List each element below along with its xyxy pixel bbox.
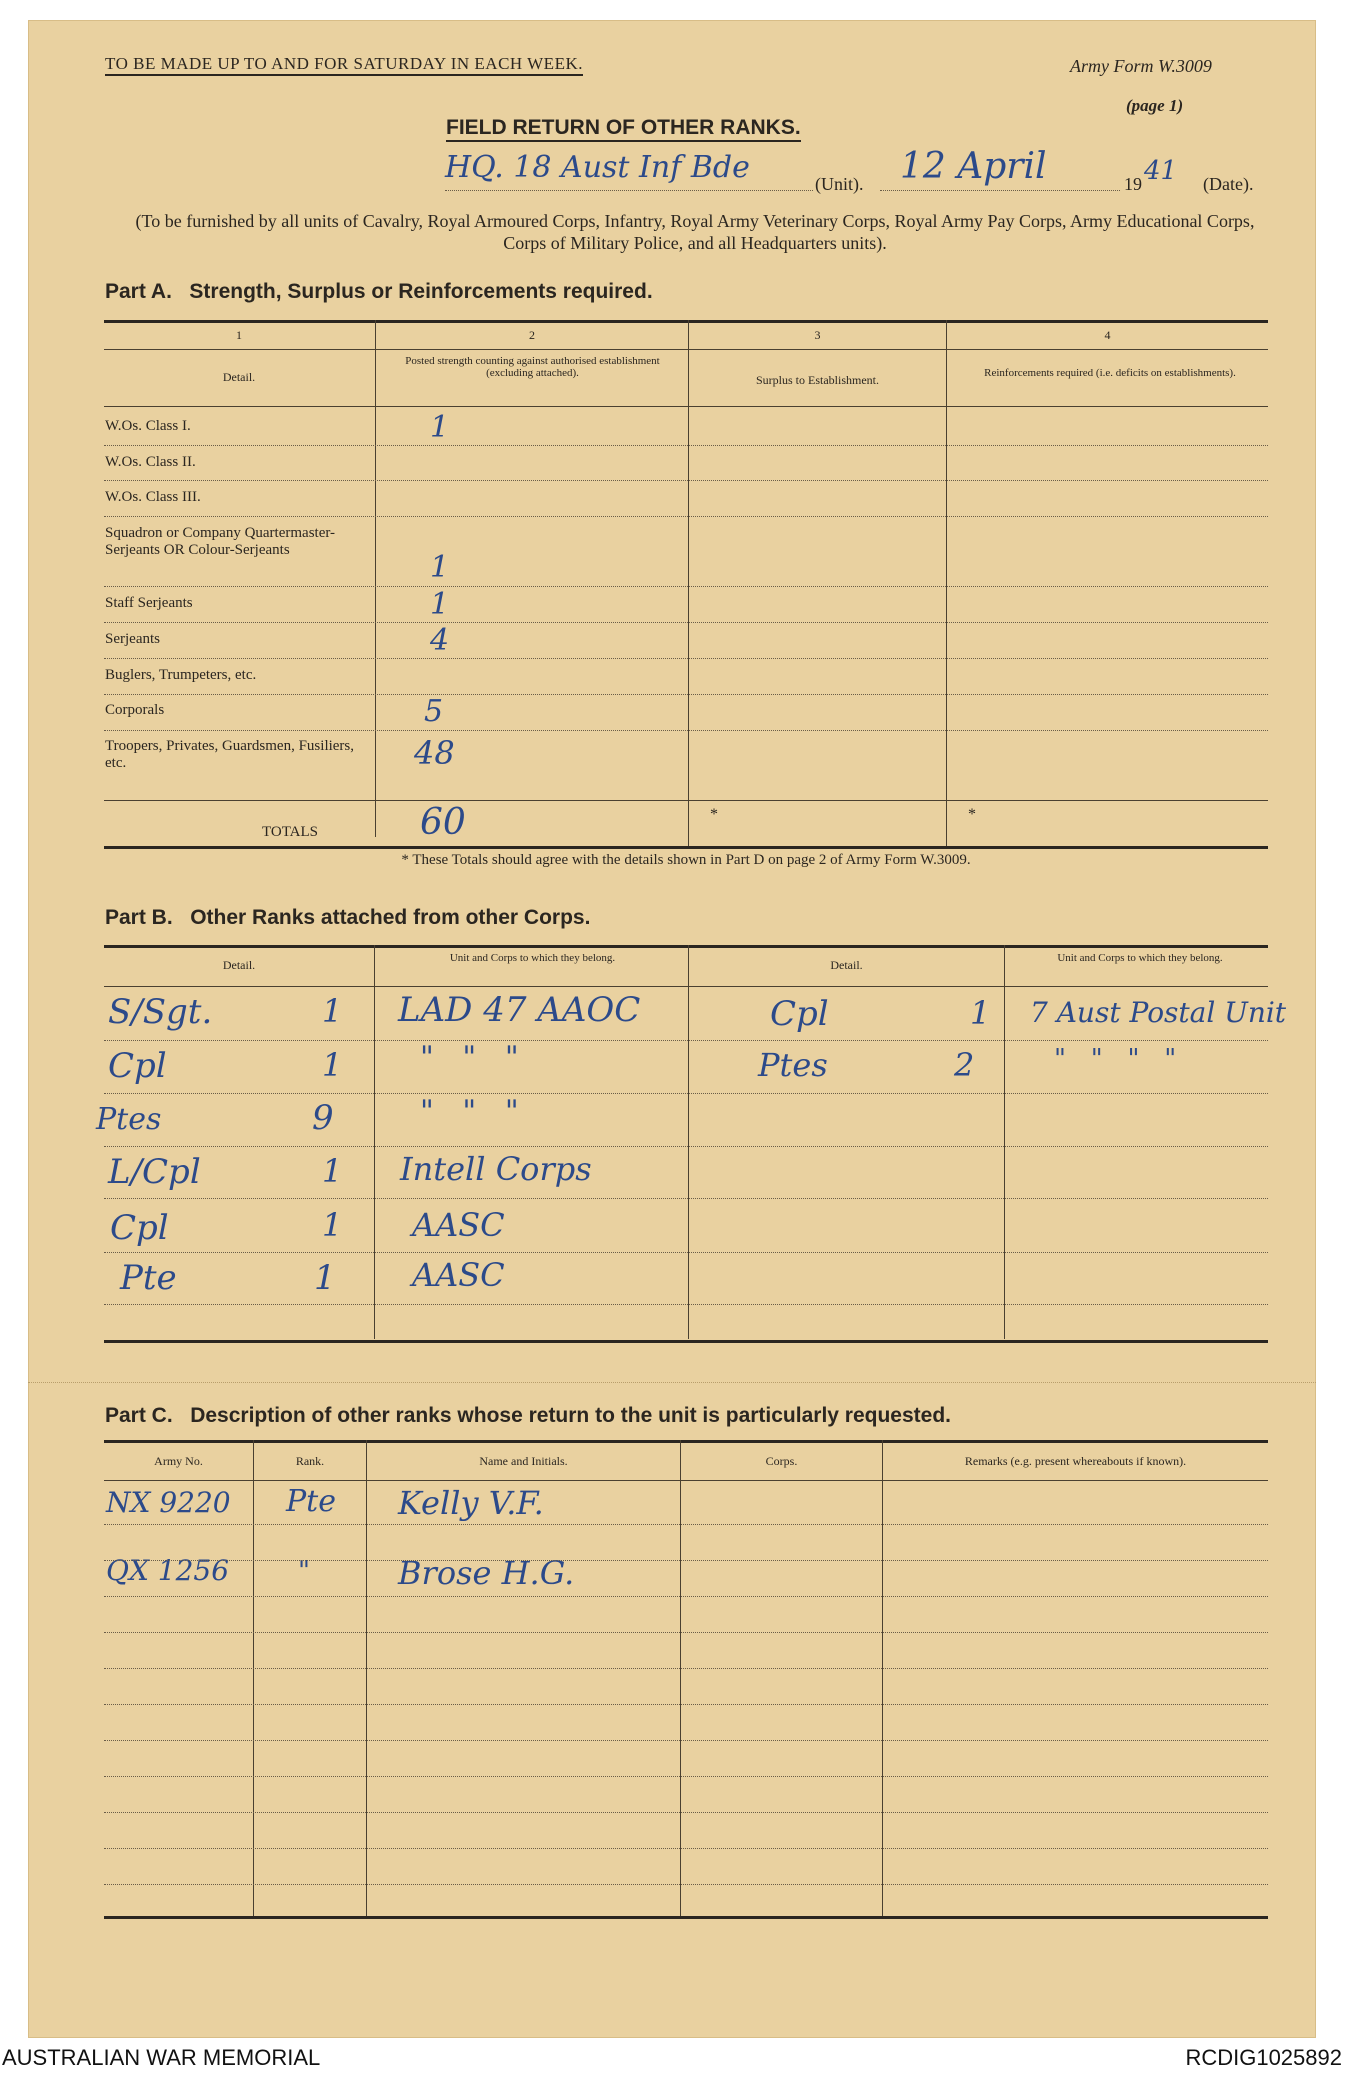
strength-value: 48 — [414, 734, 455, 772]
header-posted-strength: Posted strength counting against authorised establishment (excluding attached). — [405, 355, 660, 379]
row-rule — [104, 1740, 1268, 1741]
header-detail: Detail. — [222, 370, 256, 384]
totals-top-rule — [104, 800, 1268, 801]
archive-credit: AUSTRALIAN WAR MEMORIAL — [2, 2045, 321, 2070]
header-name-initials: Name and Initials. — [479, 1454, 568, 1468]
form-title: FIELD RETURN OF OTHER RANKS. — [446, 116, 801, 142]
part-a-col-divider — [946, 320, 947, 847]
totals-label: TOTALS — [262, 824, 319, 840]
part-a-title: Part A. Strength, Surplus or Reinforcements required. — [105, 280, 653, 303]
row-rule — [104, 1560, 1268, 1561]
row-rule — [104, 1304, 1268, 1305]
part-b-col-divider — [374, 945, 375, 1339]
part-c-header-rule — [104, 1480, 1268, 1481]
row-rule — [104, 1252, 1268, 1253]
attached-unit: Intell Corps — [400, 1150, 592, 1188]
unit-label: (Unit). — [815, 174, 864, 194]
surplus-asterisk: * — [710, 806, 718, 823]
attached-count: 1 — [322, 1152, 343, 1190]
attached-count: 1 — [314, 1258, 336, 1298]
row-rule — [104, 1848, 1268, 1849]
attached-count: 1 — [322, 992, 343, 1030]
part-a-colnum-rule — [104, 349, 1268, 350]
part-a-top-rule — [104, 320, 1268, 323]
part-c-col-divider — [680, 1440, 681, 1916]
attached-rank: Ptes — [758, 1046, 828, 1084]
row-rule — [104, 586, 1268, 587]
row-rule — [104, 480, 1268, 481]
part-b-bottom-rule — [104, 1340, 1268, 1343]
attached-rank: Pte — [120, 1258, 177, 1298]
part-b-top-rule — [104, 945, 1268, 948]
part-a-col-divider — [688, 320, 689, 847]
header-detail: Detail. — [222, 958, 256, 972]
row-label: W.Os. Class II. — [105, 454, 196, 470]
year-value: 41 — [1144, 156, 1178, 186]
attached-unit: " " " — [420, 1094, 519, 1129]
row-rule — [104, 658, 1268, 659]
header-reinforcements: Reinforcements required (i.e. deficits on establishments). — [984, 367, 1236, 379]
part-a-col-divider — [375, 320, 376, 837]
fold-line — [28, 1382, 1316, 1383]
name-initials: Brose H.G. — [398, 1554, 575, 1592]
row-rule — [104, 694, 1268, 695]
col-number: 3 — [814, 328, 821, 342]
attached-unit: AASC — [412, 1256, 505, 1294]
date-value: 12 April — [900, 146, 1047, 187]
row-rule — [104, 1040, 1268, 1041]
strength-value: 5 — [424, 694, 444, 729]
strength-value: 4 — [430, 623, 450, 658]
row-label: W.Os. Class III. — [105, 489, 201, 505]
part-c-top-rule — [104, 1440, 1268, 1443]
attached-count: 2 — [954, 1046, 975, 1084]
row-rule — [104, 730, 1268, 731]
row-label: Serjeants — [105, 631, 160, 647]
part-a-bottom-rule — [104, 846, 1268, 849]
attached-unit: 7 Aust Postal Unit — [1030, 996, 1287, 1029]
row-label: Squadron or Company Quartermaster-Serjeants OR Colour-Serjeants — [105, 525, 336, 558]
row-rule — [104, 1198, 1268, 1199]
header-unit-corps: Unit and Corps to which they belong. — [1057, 952, 1223, 964]
part-c-col-divider — [366, 1440, 367, 1916]
part-b-header-rule — [104, 986, 1268, 987]
part-b-col-divider — [1004, 945, 1005, 1339]
part-c-title: Part C. Description of other ranks whose return to the unit is particularly requested. — [105, 1404, 951, 1427]
row-rule — [104, 445, 1268, 446]
row-rule — [104, 1146, 1268, 1147]
row-rule — [104, 1812, 1268, 1813]
part-c-col-divider — [882, 1440, 883, 1916]
row-label: Staff Serjeants — [105, 595, 193, 611]
attached-rank: Cpl — [110, 1208, 169, 1248]
attached-rank: Cpl — [108, 1046, 167, 1086]
row-rule — [104, 1776, 1268, 1777]
attached-rank: L/Cpl — [108, 1152, 201, 1192]
attached-unit: AASC — [412, 1206, 505, 1244]
header-remarks: Remarks (e.g. present whereabouts if known). — [964, 1454, 1187, 1468]
name-initials: Kelly V.F. — [398, 1484, 544, 1522]
part-b-col-divider — [688, 945, 689, 1339]
row-rule — [104, 1093, 1268, 1094]
part-c-bottom-rule — [104, 1916, 1268, 1919]
row-label: Buglers, Trumpeters, etc. — [105, 667, 257, 683]
header-rank: Rank. — [295, 1454, 325, 1468]
row-rule — [104, 1596, 1268, 1597]
instruction-text: TO BE MADE UP TO AND FOR SATURDAY IN EACH WEEK. — [105, 54, 583, 76]
attached-unit: LAD 47 AAOC — [398, 990, 641, 1030]
row-label: Corporals — [105, 702, 165, 718]
strength-value: 1 — [430, 587, 450, 622]
strength-value: 1 — [430, 410, 450, 445]
rank: Pte — [286, 1484, 336, 1519]
row-rule — [104, 1632, 1268, 1633]
header-corps: Corps. — [765, 1454, 798, 1468]
page-number: (page 1) — [1126, 96, 1184, 115]
attached-count: 1 — [970, 994, 991, 1032]
rank: " — [298, 1556, 310, 1586]
attached-count: 1 — [322, 1046, 343, 1084]
attached-rank: Ptes — [96, 1102, 162, 1137]
date-line — [880, 190, 1120, 191]
row-rule — [104, 622, 1268, 623]
furnish-note: (To be furnished by all units of Cavalry, Royal Armoured Corps, Infantry, Royal Army Veterinary Corps, Royal Army Pay Corps, Army Educational Corps, Corps of Military Police, and all Headquarters units). — [135, 211, 1255, 253]
row-label: Troopers, Privates, Guardsmen, Fusiliers, etc. — [105, 738, 355, 771]
attached-unit: " " " " — [1054, 1044, 1177, 1074]
attached-count: 9 — [312, 1098, 334, 1138]
attached-count: 1 — [322, 1206, 343, 1244]
year-prefix: 19 — [1124, 174, 1142, 194]
header-unit-corps: Unit and Corps to which they belong. — [449, 952, 616, 964]
row-rule — [104, 1524, 1268, 1525]
part-a-header-rule — [104, 406, 1268, 407]
col-number: 4 — [1104, 328, 1111, 342]
strength-value: 1 — [430, 550, 450, 585]
part-b-title: Part B. Other Ranks attached from other Corps. — [105, 906, 591, 929]
header-detail: Detail. — [830, 958, 863, 972]
header-surplus: Surplus to Establishment. — [756, 373, 879, 387]
army-number: NX 9220 — [106, 1486, 231, 1519]
army-number: QX 1256 — [106, 1554, 230, 1587]
attached-rank: S/Sgt. — [108, 992, 213, 1032]
row-rule — [104, 1884, 1268, 1885]
row-rule — [104, 516, 1268, 517]
date-label: (Date). — [1203, 174, 1254, 194]
header-army-no: Army No. — [154, 1454, 203, 1468]
row-rule — [104, 1668, 1268, 1669]
col-number: 2 — [529, 328, 535, 342]
totals-value: 60 — [420, 802, 466, 843]
unit-line — [445, 190, 813, 191]
attached-unit: " " " — [420, 1040, 519, 1075]
row-rule — [104, 1704, 1268, 1705]
archive-id: RCDIG1025892 — [1185, 2045, 1342, 2070]
part-c-col-divider — [253, 1440, 254, 1916]
col-number: 1 — [236, 328, 242, 342]
reinforcement-asterisk: * — [968, 806, 976, 823]
row-label: W.Os. Class I. — [105, 418, 191, 434]
attached-rank: Cpl — [770, 994, 829, 1034]
form-number: Army Form W.3009 — [1070, 56, 1212, 76]
unit-value: HQ. 18 Aust Inf Bde — [445, 150, 750, 185]
part-a-footnote: * These Totals should agree with the details shown in Part D on page 2 of Army Form W.3009. — [401, 852, 971, 868]
